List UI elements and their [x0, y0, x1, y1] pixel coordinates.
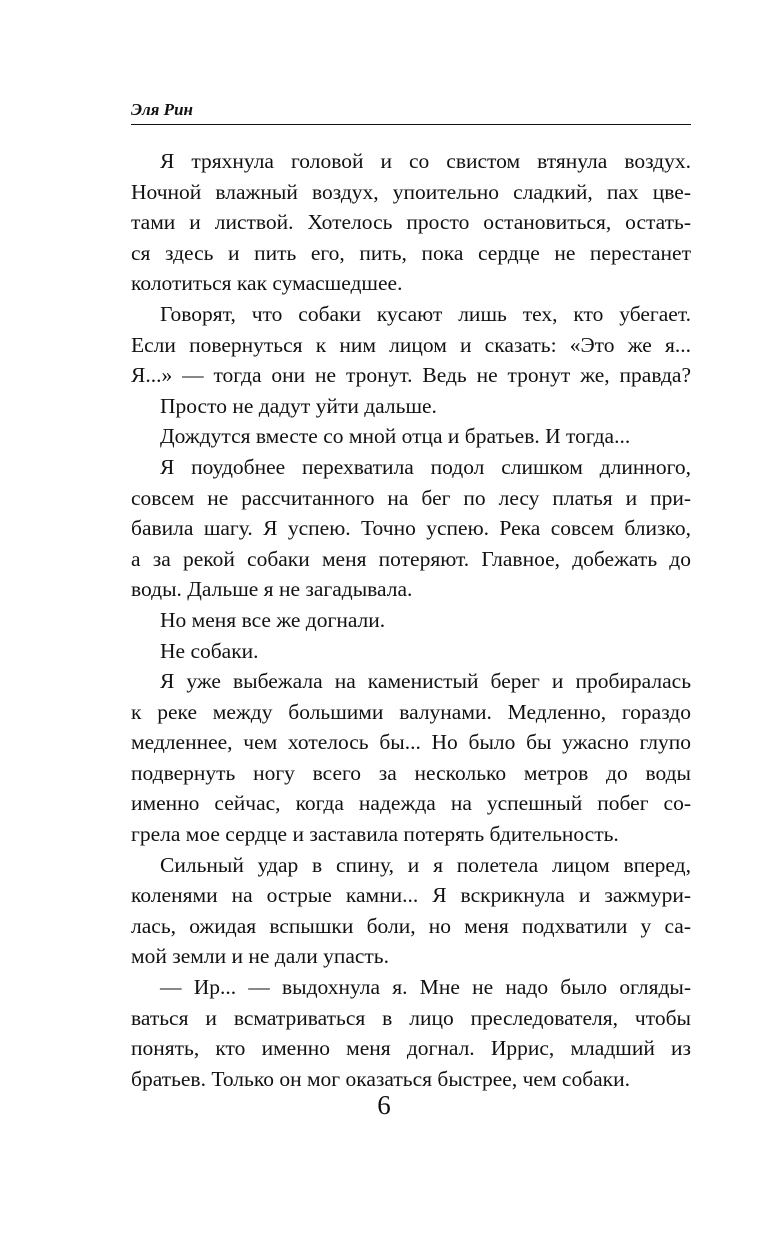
- text-line: Я поудобнее перехватила подол слишком длинного,: [160, 454, 691, 479]
- author-name: Эля Рин: [131, 100, 193, 119]
- text-line: колотиться как сумасшедшее.: [131, 271, 403, 296]
- text-line: понять, кто именно меня догнал. Иррис, младший из: [131, 1036, 691, 1061]
- text-line: воды. Дальше я не загадывала.: [131, 577, 413, 602]
- text-line: Дождутся вместе со мной отца и братьев. И тогда...: [160, 424, 631, 449]
- text-line: мой земли и не дали упасть.: [131, 944, 389, 969]
- body-text: [131, 146, 691, 1094]
- page-number: 6: [377, 1090, 391, 1120]
- text-line: Говорят, что собаки кусают лишь тех, кто убегает.: [160, 301, 691, 326]
- text-line: бавила шагу. Я успею. Точно успею. Река совсем близко,: [131, 516, 691, 541]
- text-line: а за рекой собаки меня потеряют. Главное, добежать до: [131, 546, 691, 571]
- text-line: Не собаки.: [160, 638, 259, 663]
- text-line: Я уже выбежала на каменистый берег и пробиралась: [160, 669, 691, 694]
- text-line: Я тряхнула головой и со свистом втянула воздух.: [160, 149, 691, 173]
- text-line: Но меня все же догнали.: [160, 607, 386, 632]
- running-header: [131, 98, 691, 125]
- text-line: Сильный удар в спину, и я полетела лицом вперед,: [160, 852, 691, 877]
- text-line: Если повернуться к ним лицом и сказать: «Это же я...: [131, 332, 691, 357]
- text-line: именно сейчас, когда надежда на успешный побег со-: [131, 791, 691, 816]
- text-line: Ночной влажный воздух, упоительно сладкий, пах цве-: [131, 179, 691, 204]
- text-line: лась, ожидая вспышки боли, но меня подхватили у са-: [131, 913, 691, 938]
- text-line: к реке между большими валунами. Медленно, гораздо: [131, 699, 691, 724]
- text-line: грела мое сердце и заставила потерять бдительность.: [131, 822, 619, 847]
- text-line: совсем не рассчитанного на бег по лесу платья и при-: [131, 485, 691, 510]
- text-line: братьев. Только он мог оказаться быстрее, чем собаки.: [131, 1066, 631, 1091]
- text-line: ся здесь и пить его, пить, пока сердце не перестанет: [131, 240, 691, 265]
- text-line: подвернуть ногу всего за несколько метров до воды: [131, 760, 691, 785]
- text-line: коленями на острые камни... Я вскрикнула и зажмури-: [131, 883, 691, 908]
- text-line: тами и листвой. Хотелось просто остановиться, остать-: [131, 210, 691, 235]
- text-line: Я...» — тогда они не тронут. Ведь не тронут же, правда?: [131, 363, 691, 388]
- text-line: ваться и всматриваться в лицо преследователя, чтобы: [131, 1005, 691, 1030]
- text-line: медленнее, чем хотелось бы... Но было бы ужасно глупо: [131, 730, 691, 755]
- text-line: — Ир... — выдохнула я. Мне не надо было огляды-: [160, 975, 691, 1000]
- text-line: Просто не дадут уйти дальше.: [160, 393, 437, 418]
